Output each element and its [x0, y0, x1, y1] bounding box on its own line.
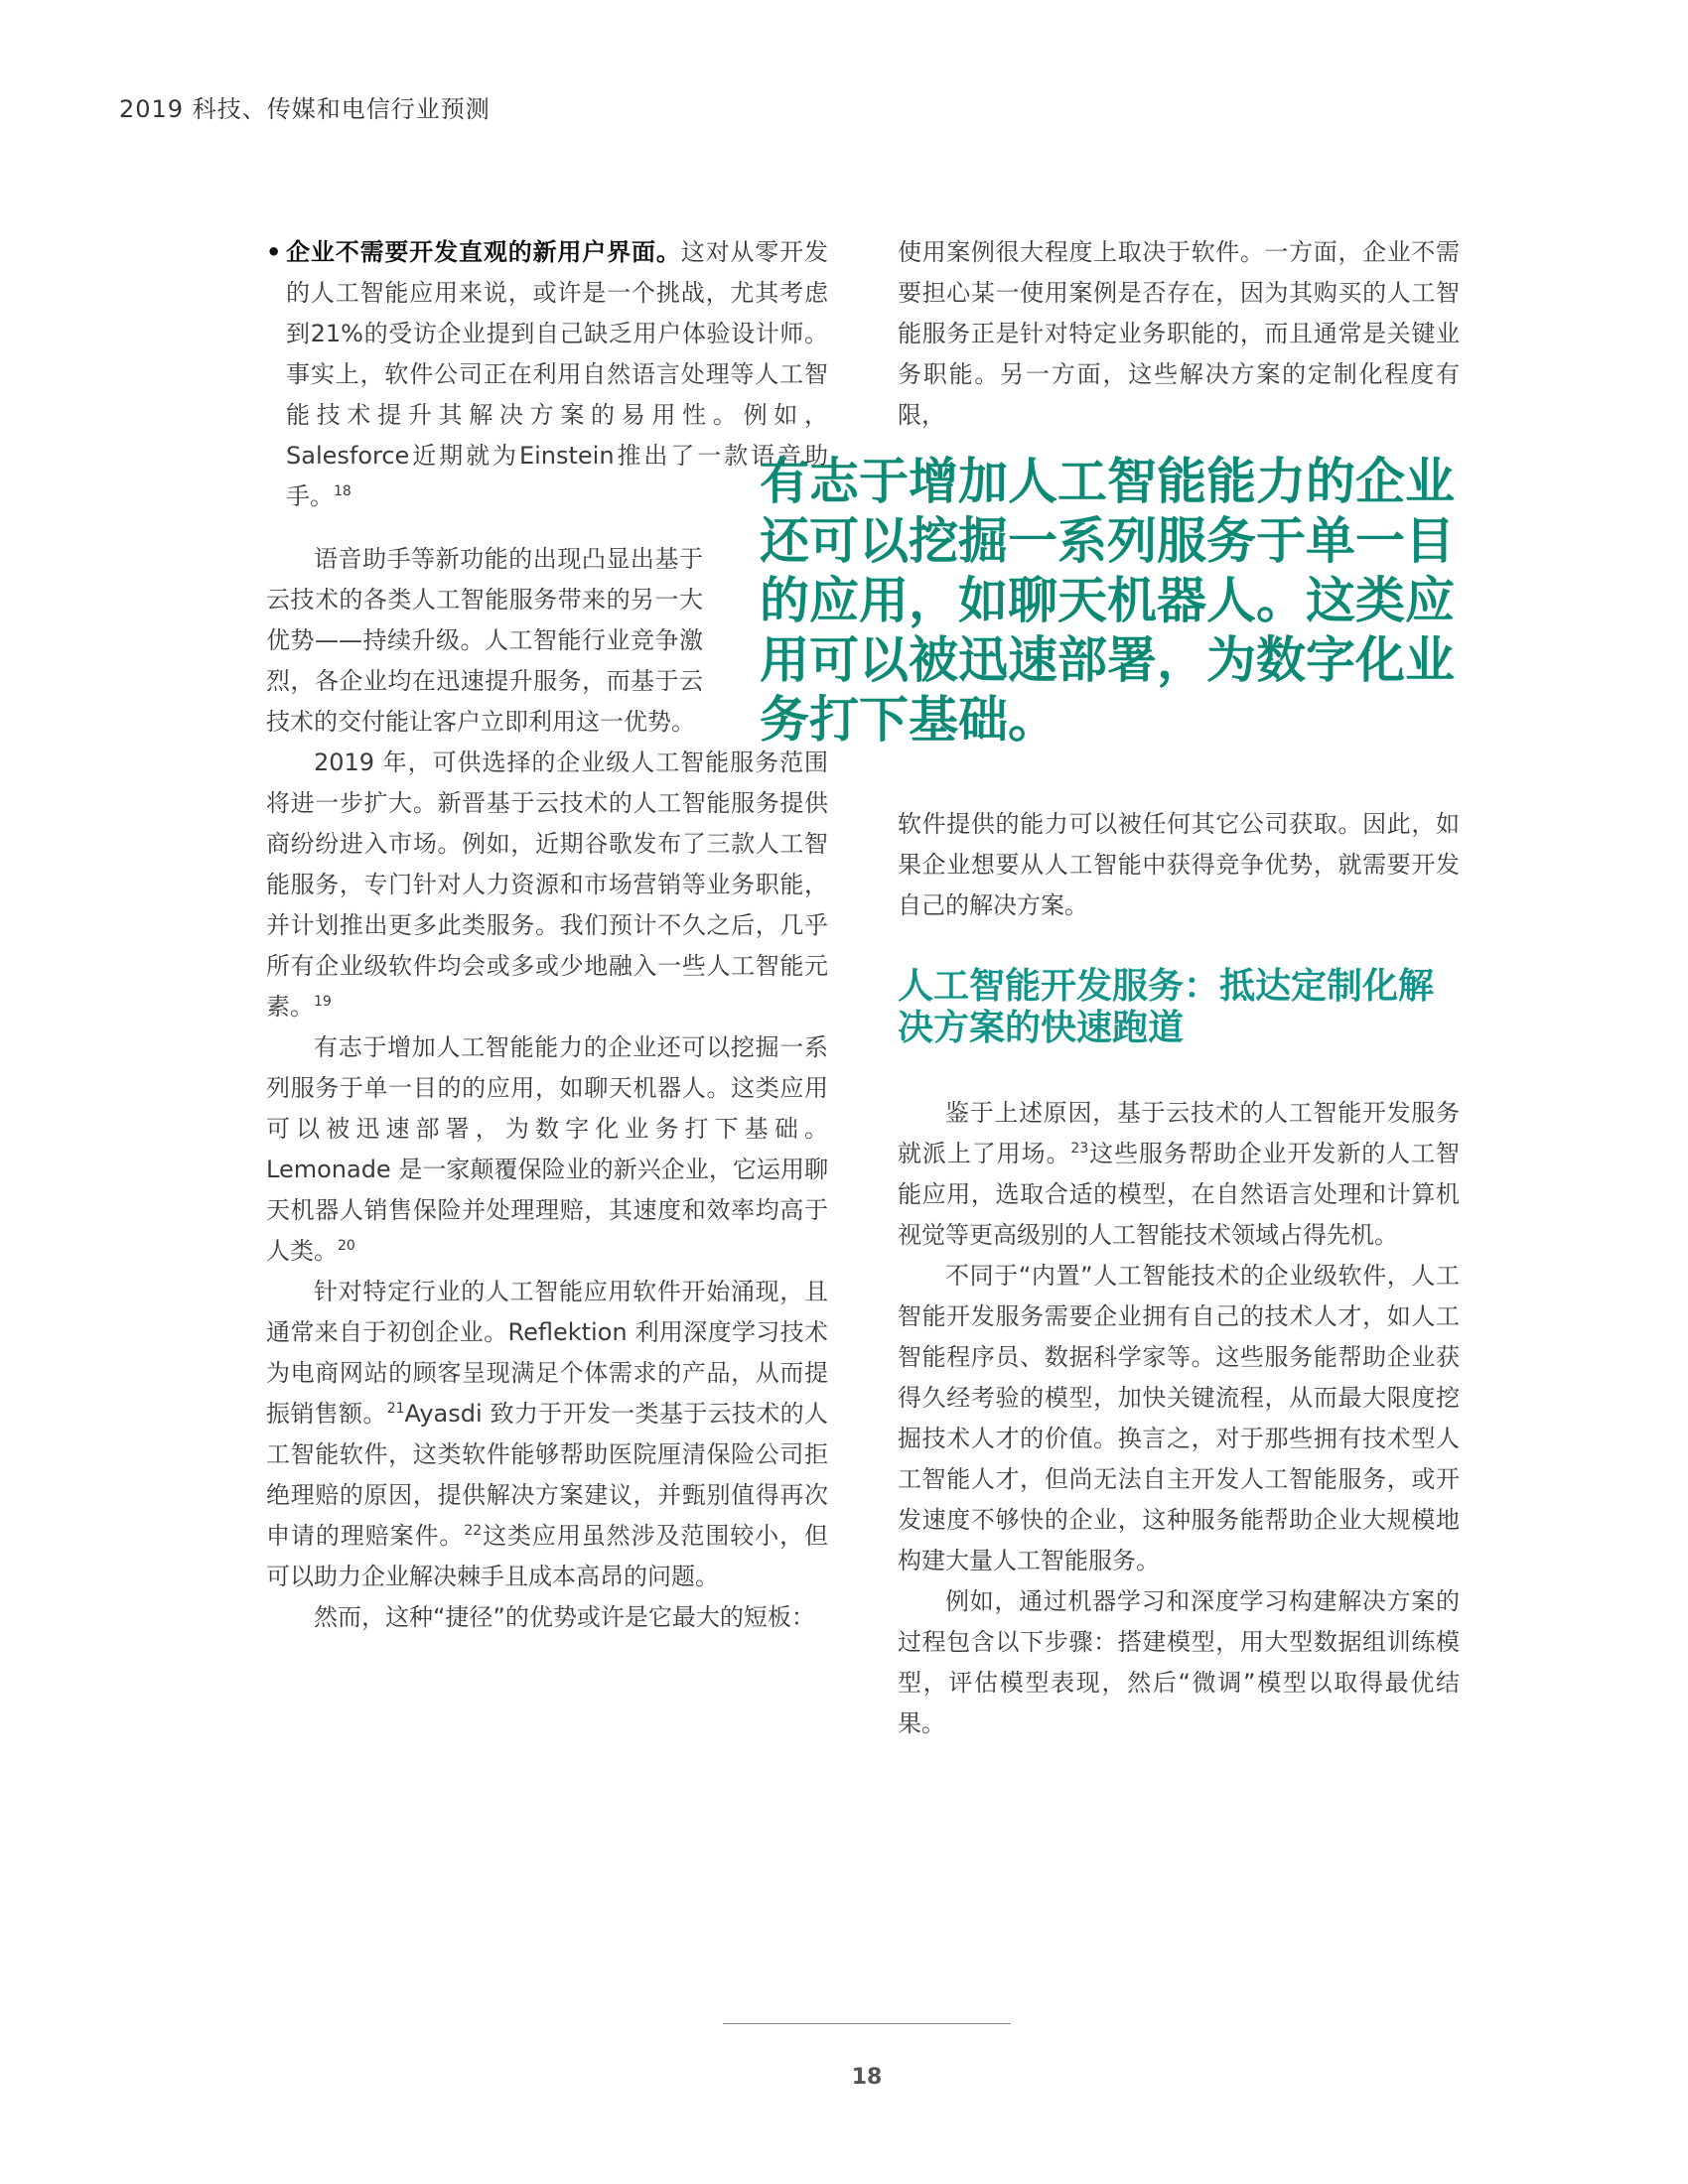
bullet-text: 这对从零开发的人工智能应用来说，或许是一个挑战，尤其考虑到21%的受访企业提到自己缺乏用户体验设计师。事实上，软件公司正在利用自然语言处理等人工智能技术提升其解决方案的易用性。例如，Salesforce近期就为Einstein推出了一款语音助手。	[286, 238, 829, 510]
paragraph-industry-apps-part2: Ayasdi 致力于开发一类基于云技术的人工智能软件，这类软件能够帮助医院厘清保险公司拒绝理赔的原因，提供解决方案建议，并甄别值得再次申请的理赔案件。	[266, 1400, 829, 1550]
paragraph-builtin-vs-dev: 不同于“内置”人工智能技术的企业级软件，人工智能开发服务需要企业拥有自己的技术人才，如人工智能程序员、数据科学家等。这些服务能帮助企业获得久经考验的模型，加快关键流程，从而最大限度挖掘技术人才的价值。换言之，对于那些拥有技术型人工智能人才，但尚无法自主开发人工智能服务，或开发速度不够快的企业，这种服务能帮助企业大规模地构建大量人工智能服务。	[898, 1262, 1460, 1574]
bullet-paragraph	[266, 232, 828, 517]
page-header-title: 2019 科技、传媒和电信行业预测	[119, 95, 491, 123]
paragraph-ml-steps: 例如，通过机器学习和深度学习构建解决方案的过程包含以下步骤：搭建模型，用大型数据组训练模型，评估模型表现，然后“微调”模型以取得最优结果。	[898, 1587, 1460, 1737]
page-number: 18	[851, 2065, 883, 2090]
footer-divider	[723, 2023, 1011, 2024]
footnote-ref-22: 22	[464, 1523, 483, 1539]
paragraph-industry-apps-part3: 这类应用虽然涉及范围较小，但可以助力企业解决棘手且成本高昂的问题。	[266, 1522, 829, 1590]
paragraph-2019-services-text: 2019 年，可供选择的企业级人工智能服务范围将进一步扩大。新晋基于云技术的人工智能服务提供商纷纷进入市场。例如，近期谷歌发布了三款人工智能服务，专门针对人力资源和市场营销等业务职能，并计划推出更多此类服务。我们预计不久之后，几乎所有企业级软件均会或多或少地融入一些人工智能元素。	[266, 749, 828, 1021]
paragraph-industry-apps	[266, 1272, 828, 1597]
paragraph-voice-assistant: 语音助手等新功能的出现凸显出基于云技术的各类人工智能服务带来的另一大优势——持续升级。人工智能行业竞争激烈，各企业均在迅速提升服务，而基于云技术的交付能让客户立即利用这一优势。	[266, 545, 703, 736]
paragraph-competitive-advantage: 软件提供的能力可以被任何其它公司获取。因此，如果企业想要从人工智能中获得竞争优势，就需要开发自己的解决方案。	[898, 810, 1460, 919]
paragraph-dev-services-intro-part1: 鉴于上述原因，基于云技术的人工智能开发服务就派上了用场。	[898, 1099, 1460, 1167]
bullet-dot-icon: •	[266, 238, 282, 266]
section-heading-dev-services: 人工智能开发服务：抵达定制化解决方案的快速跑道	[898, 966, 1435, 1048]
paragraph-use-cases: 使用案例很大程度上取决于软件。一方面，企业不需要担心某一使用案例是否存在，因为其购买的人工智能服务正是针对特定业务职能的，而且通常是关键业务职能。另一方面，这些解决方案的定制化程度有限，	[898, 238, 1460, 429]
footnote-ref-21: 21	[386, 1401, 405, 1417]
paragraph-industry-apps-part1: 针对特定行业的人工智能应用软件开始涌现，且通常来自于初创企业。Reflektion 利用深度学习技术为电商网站的顾客呈现满足个体需求的产品，从而提振销售额。	[266, 1278, 828, 1428]
right-column-bottom	[898, 804, 1460, 1744]
footnote-ref-23: 23	[1070, 1141, 1089, 1157]
footnote-ref-19: 19	[314, 994, 332, 1010]
paragraph-chatbot	[266, 1027, 828, 1272]
paragraph-2019-services	[266, 743, 828, 1027]
footnote-ref-20: 20	[338, 1238, 355, 1254]
right-column-top	[898, 232, 1460, 436]
paragraph-dev-services-intro-part2: 这些服务帮助企业开发新的人工智能应用，选取合适的模型，在自然语言处理和计算机视觉等更高级别的人工智能技术领域占得先机。	[898, 1140, 1461, 1249]
pull-quote: 有志于增加人工智能能力的企业还可以挖掘一系列服务于单一目的应用，如聊天机器人。这类应用可以被迅速部署，为数字化业务打下基础。	[760, 453, 1455, 749]
paragraph-shortcut: 然而，这种“捷径”的优势或许是它最大的短板：	[314, 1603, 815, 1631]
paragraph-dev-services-intro	[898, 1093, 1460, 1256]
left-column	[266, 232, 828, 1638]
footnote-ref-18: 18	[334, 483, 352, 499]
paragraph-chatbot-text: 有志于增加人工智能能力的企业还可以挖掘一系列服务于单一目的的应用，如聊天机器人。这类应用可以被迅速部署，为数字化业务打下基础。Lemonade 是一家颠覆保险业的新兴企业，它运用聊天机器人销售保险并处理理赔，其速度和效率均高于人类。	[266, 1033, 828, 1265]
bullet-bold-lead: 企业不需要开发直观的新用户界面。	[286, 238, 681, 266]
